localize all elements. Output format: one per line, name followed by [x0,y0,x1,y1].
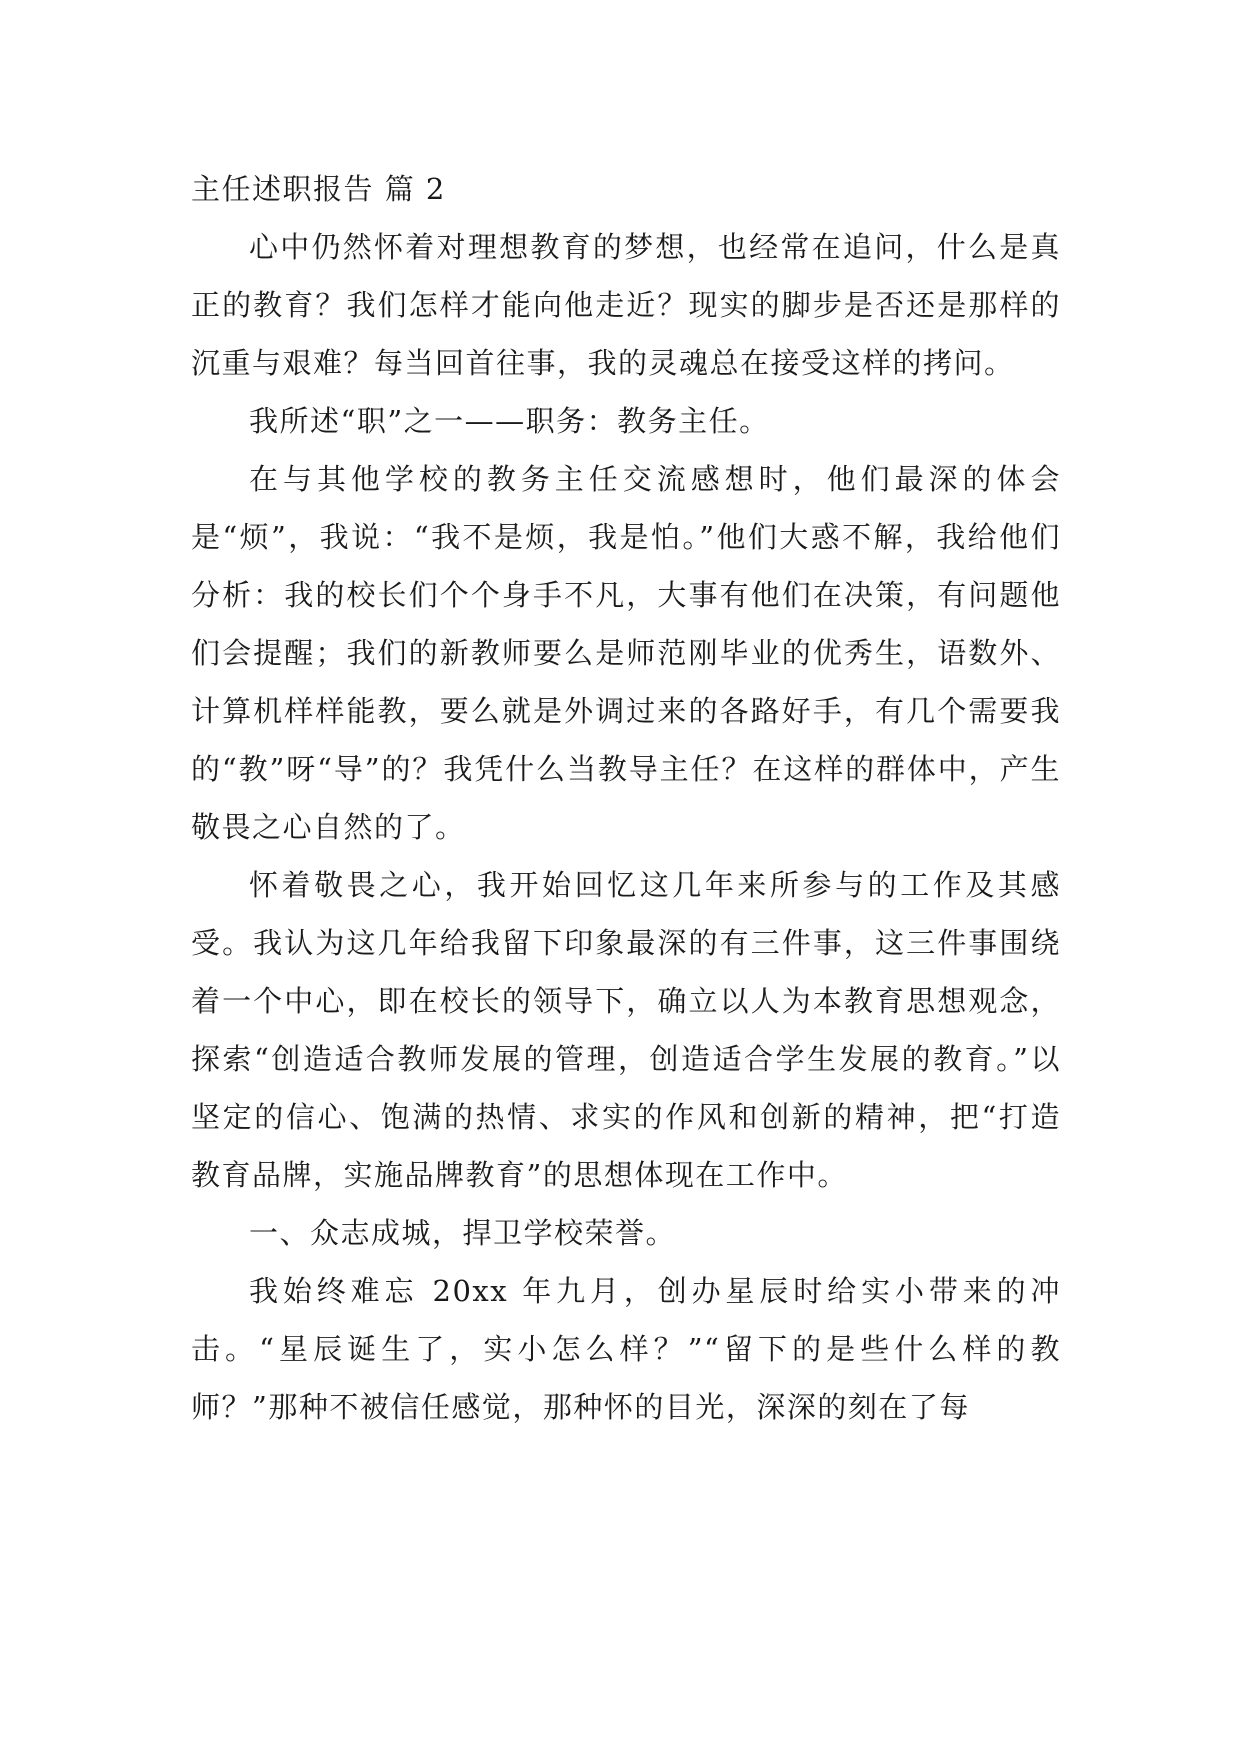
paragraph-2: 我所述“职”之一——职务：教务主任。 [249,404,770,438]
paragraph-4: 怀着敬畏之心，我开始回忆这几年来所参与的工作及其感受。我认为这几年给我留下印象最深的有三件事，这三件事围绕着一个中心，即在校长的领导下，确立以人为本教育思想观念，探索“创造适合教师发展的管理，创造适合学生发展的教育。”以坚定的信心、饱满的热情、求实的作风和创新的精神，把“打造教育品牌，实施品牌教育”的思想体现在工作中。 [191,868,1061,1192]
paragraph-1: 心中仍然怀着对理想教育的梦想，也经常在追问，什么是真正的教育？我们怎样才能向他走近？现实的脚步是否还是那样的沉重与艰难？每当回首往事，我的灵魂总在接受这样的拷问。 [191,230,1061,380]
paragraph-5: 我始终难忘 20xx 年九月，创办星辰时给实小带来的冲击。“星辰诞生了，实小怎么样？”“留下的是些什么样的教师？”那种不被信任感觉，那种怀的目光，深深的刻在了每 [191,1274,1061,1424]
document-body [191,160,1061,1436]
document-title: 主任述职报告 篇 2 [191,172,446,206]
section-heading-1: 一、众志成城，捍卫学校荣誉。 [249,1216,677,1250]
paragraph-3: 在与其他学校的教务主任交流感想时，他们最深的体会是“烦”，我说：“我不是烦，我是怕。”他们大惑不解，我给他们分析：我的校长们个个身手不凡，大事有他们在决策，有问题他们会提醒；我们的新教师要么是师范刚毕业的优秀生，语数外、计算机样样能教，要么就是外调过来的各路好手，有几个需要我的“教”呀“导”的？我凭什么当教导主任？在这样的群体中，产生敬畏之心自然的了。 [191,462,1061,844]
